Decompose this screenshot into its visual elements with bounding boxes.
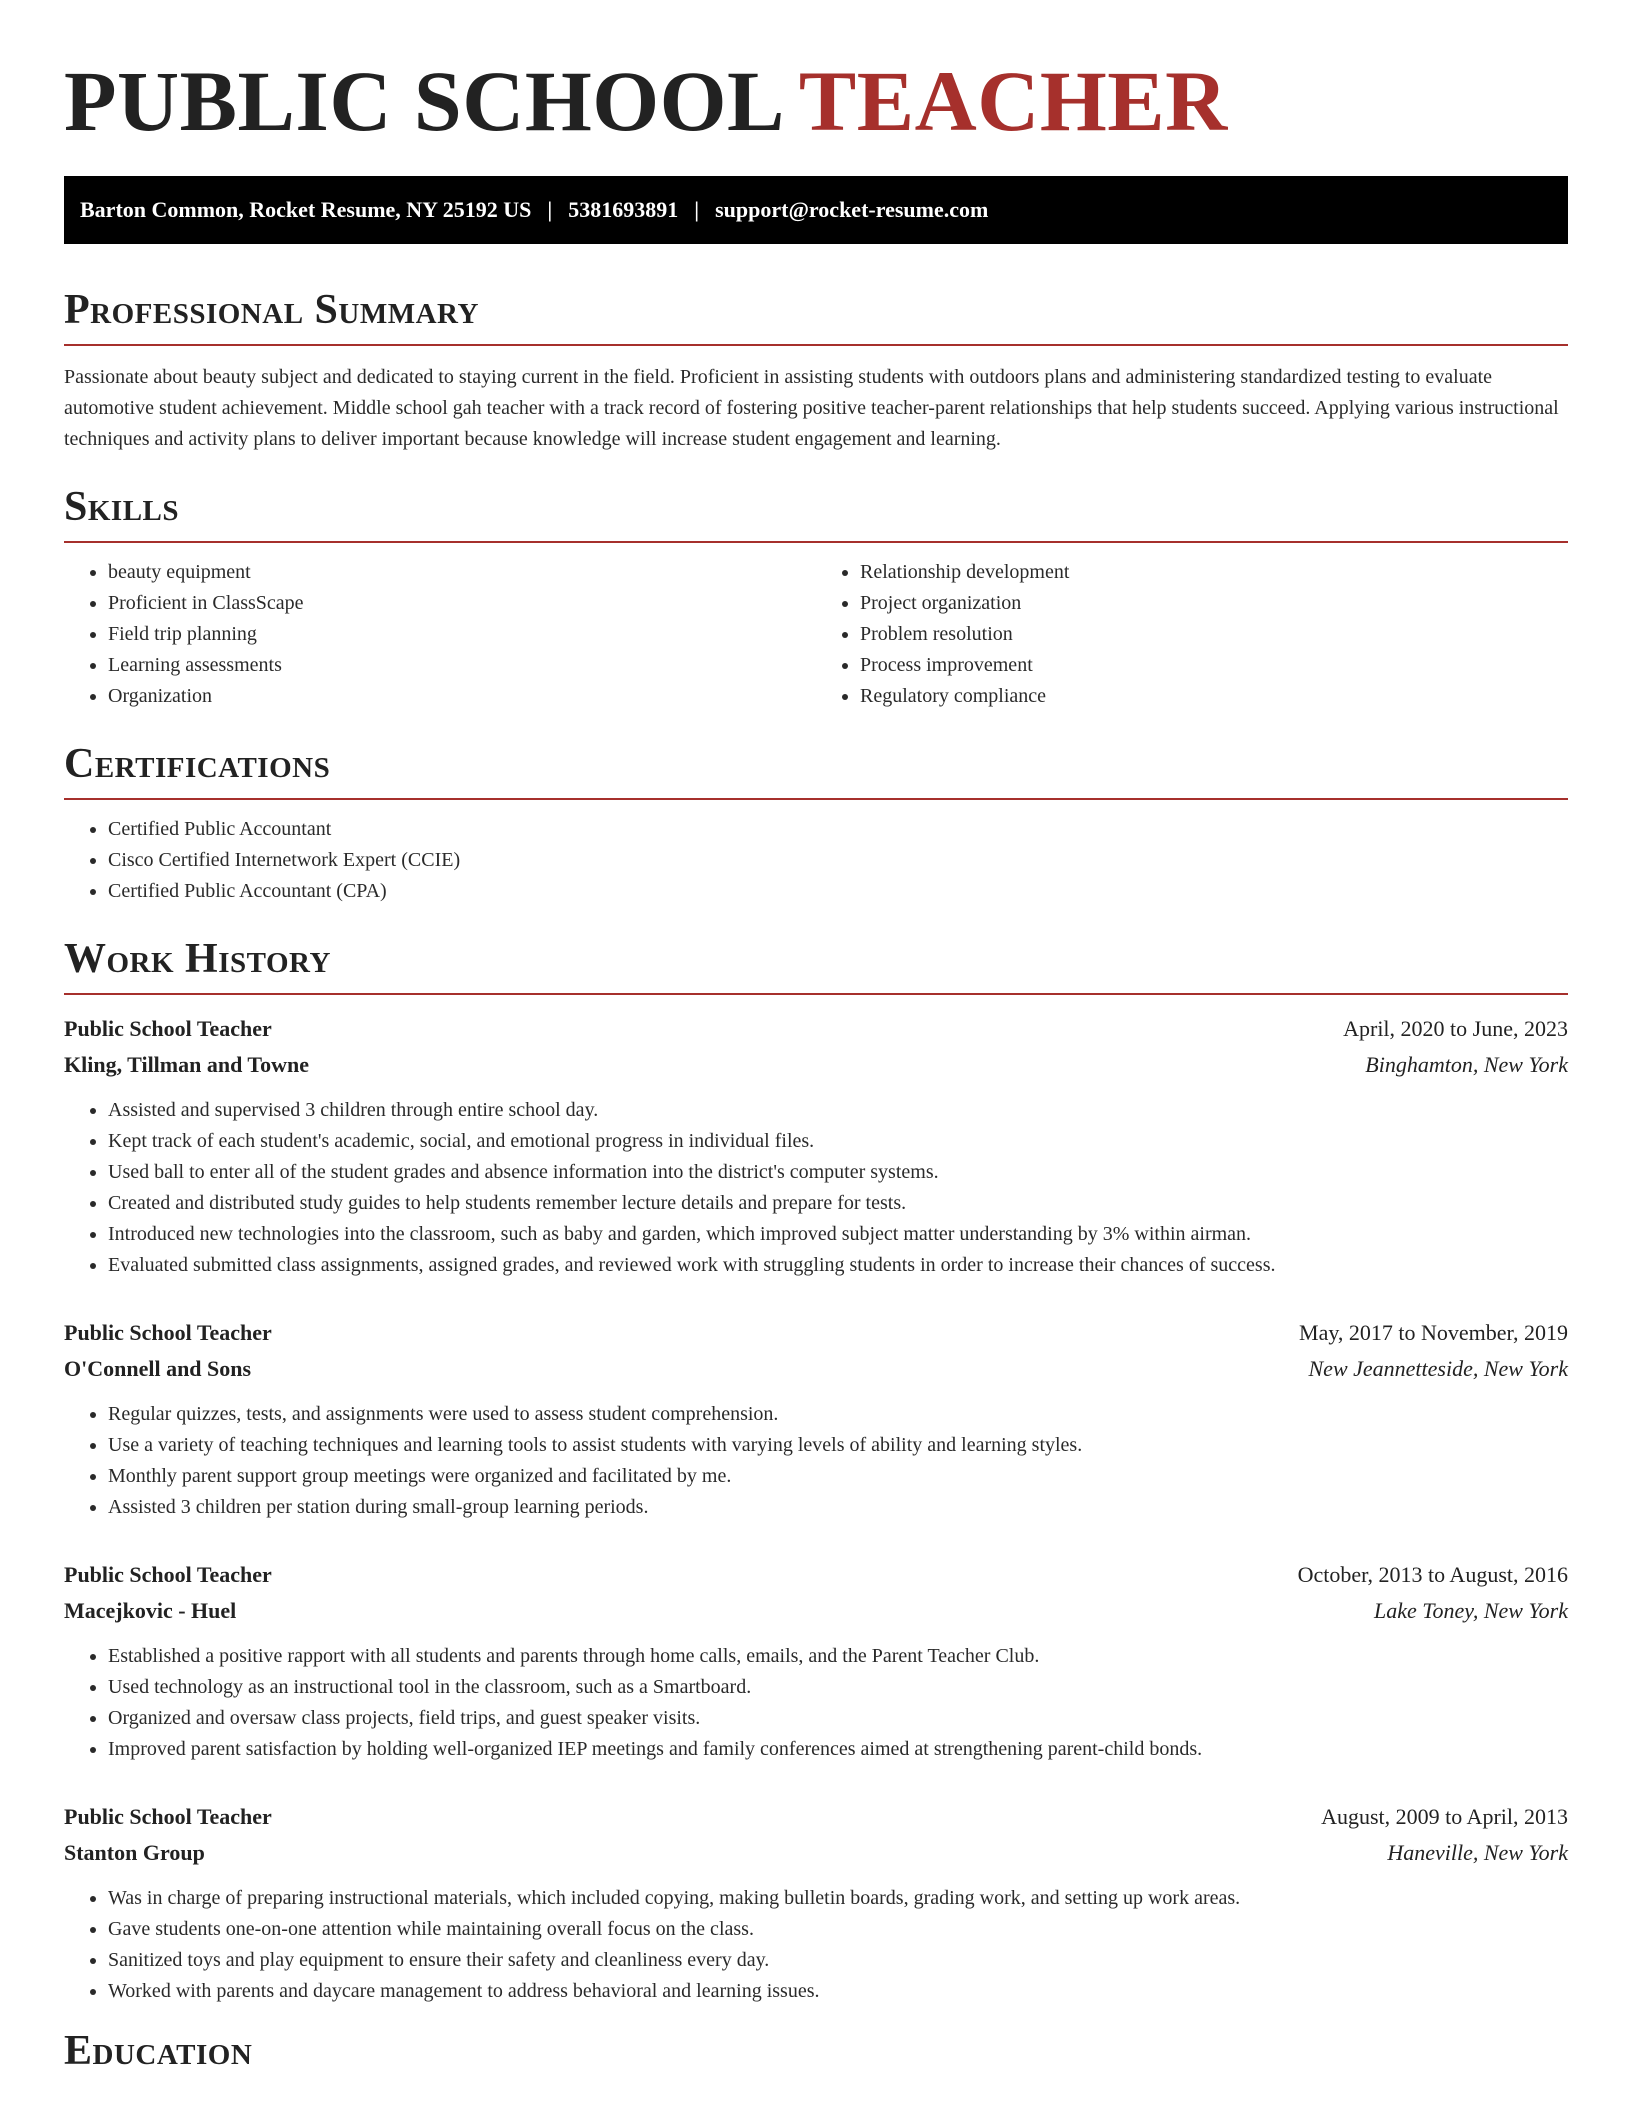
job-company: Macejkovic - Huel — [64, 1598, 237, 1623]
certifications-heading: Certifications — [64, 741, 331, 787]
job-bullets — [64, 1095, 1568, 1281]
job-dates: May, 2017 to November, 2019 — [1299, 1320, 1568, 1345]
job-company: Kling, Tillman and Towne — [64, 1052, 309, 1077]
resume-content — [64, 0, 1568, 2075]
job-bullet: • Was in charge of preparing instructional materials, which included copying, making bulletin boards, grading work, and setting up work areas. — [108, 1883, 1568, 1914]
job-title: Public School Teacher — [64, 1320, 272, 1345]
job-bullets — [64, 1641, 1568, 1765]
job-company: Stanton Group — [64, 1840, 205, 1865]
certifications-divider — [64, 798, 1568, 800]
contact-email: support@rocket-resume.com — [715, 197, 989, 222]
job-header-row — [64, 1557, 1568, 1593]
summary-heading: Professional Summary — [64, 287, 479, 333]
skill-item: • Proficient in ClassScape — [108, 588, 816, 619]
job-bullet: • Assisted and supervised 3 children through entire school day. — [108, 1095, 1568, 1126]
education-heading: Education — [64, 2028, 253, 2074]
skill-item: • Learning assessments — [108, 650, 816, 681]
job-bullet: • Assisted 3 children per station during small-group learning periods. — [108, 1492, 1568, 1523]
job-company-row — [64, 1351, 1568, 1387]
job-dates: April, 2020 to June, 2023 — [1343, 1016, 1568, 1041]
job-company-row — [64, 1835, 1568, 1871]
job-header-row — [64, 1315, 1568, 1351]
job-bullet: • Created and distributed study guides to help students remember lecture details and prepare for tests. — [108, 1188, 1568, 1219]
job-bullet: • Introduced new technologies into the classroom, such as baby and garden, which improved subject matter understanding by 3% within airman. — [108, 1219, 1568, 1250]
job-bullets — [64, 1399, 1568, 1523]
job-bullet: • Regular quizzes, tests, and assignments were used to assess student comprehension. — [108, 1399, 1568, 1430]
job-bullet: • Sanitized toys and play equipment to ensure their safety and cleanliness every day. — [108, 1945, 1568, 1976]
skill-item: • Problem resolution — [860, 619, 1568, 650]
job-location: Binghamton, New York — [1365, 1052, 1568, 1077]
job-company-row — [64, 1593, 1568, 1629]
title-part-2: TEACHER — [798, 53, 1228, 149]
contact-phone: 5381693891 — [568, 197, 679, 222]
job-title: Public School Teacher — [64, 1804, 272, 1829]
job-entry — [64, 1557, 1568, 1765]
job-dates: October, 2013 to August, 2016 — [1297, 1562, 1568, 1587]
certification-item: • Certified Public Accountant — [108, 814, 1568, 845]
job-header-row — [64, 1011, 1568, 1047]
skill-item: • Field trip planning — [108, 619, 816, 650]
skills-grid — [64, 557, 1568, 712]
skill-item: • Project organization — [860, 588, 1568, 619]
job-bullet: • Organized and oversaw class projects, field trips, and guest speaker visits. — [108, 1703, 1568, 1734]
contact-separator: | — [694, 197, 700, 222]
job-bullet: • Evaluated submitted class assignments, assigned grades, and reviewed work with struggling students in order to increase their chances of success. — [108, 1250, 1568, 1281]
job-bullet: • Use a variety of teaching techniques and learning tools to assist students with varying levels of ability and learning styles. — [108, 1430, 1568, 1461]
certifications-list — [64, 814, 1568, 907]
job-bullet: • Monthly parent support group meetings were organized and facilitated by me. — [108, 1461, 1568, 1492]
work-history-list — [64, 1011, 1568, 2007]
summary-text: Passionate about beauty subject and dedicated to staying current in the field. Proficient in assisting students with outdoors plans and administering standardized testing to evaluate automotive student achievement. Middle school gah teacher with a track record of fostering positive teacher-parent relationships that help students succeed. Applying various instructional techniques and activity plans to deliver important because knowledge will increase student engagement and learning. — [64, 366, 1559, 450]
job-bullet: • Worked with parents and daycare management to address behavioral and learning issues. — [108, 1976, 1568, 2007]
job-location: New Jeannetteside, New York — [1308, 1356, 1568, 1381]
job-bullet: • Gave students one-on-one attention while maintaining overall focus on the class. — [108, 1914, 1568, 1945]
job-entry — [64, 1315, 1568, 1523]
skill-item: • Organization — [108, 681, 816, 712]
contact-address: Barton Common, Rocket Resume, NY 25192 US — [80, 197, 532, 222]
contact-separator: | — [547, 197, 553, 222]
job-title: Public School Teacher — [64, 1562, 272, 1587]
job-dates: August, 2009 to April, 2013 — [1321, 1804, 1568, 1829]
job-bullet: • Used ball to enter all of the student grades and absence information into the district's computer systems. — [108, 1157, 1568, 1188]
job-company-row — [64, 1047, 1568, 1083]
job-bullet: • Kept track of each student's academic, social, and emotional progress in individual files. — [108, 1126, 1568, 1157]
job-location: Haneville, New York — [1387, 1840, 1568, 1865]
skill-item: • Process improvement — [860, 650, 1568, 681]
skills-heading: Skills — [64, 484, 180, 530]
summary-divider — [64, 344, 1568, 346]
job-location: Lake Toney, New York — [1374, 1598, 1568, 1623]
job-company: O'Connell and Sons — [64, 1356, 252, 1381]
job-bullet: • Improved parent satisfaction by holding well-organized IEP meetings and family conferences aimed at strengthening parent-child bonds. — [108, 1734, 1568, 1765]
skill-item: • Relationship development — [860, 557, 1568, 588]
job-header-row — [64, 1799, 1568, 1835]
certification-item: • Certified Public Accountant (CPA) — [108, 876, 1568, 907]
page-title — [64, 0, 1568, 148]
job-bullet: • Used technology as an instructional tool in the classroom, such as a Smartboard. — [108, 1672, 1568, 1703]
job-bullet: • Established a positive rapport with all students and parents through home calls, emails, and the Parent Teacher Club. — [108, 1641, 1568, 1672]
work-history-heading: Work History — [64, 936, 331, 982]
title-part-1: PUBLIC SCHOOL — [64, 53, 785, 149]
skills-list-right — [816, 557, 1568, 712]
certification-item: • Cisco Certified Internetwork Expert (CCIE) — [108, 845, 1568, 876]
job-entry — [64, 1799, 1568, 2007]
skill-item: • beauty equipment — [108, 557, 816, 588]
job-title: Public School Teacher — [64, 1016, 272, 1041]
job-entry — [64, 1011, 1568, 1281]
contact-bar — [64, 176, 1568, 244]
work-history-divider — [64, 993, 1568, 995]
skills-divider — [64, 541, 1568, 543]
skill-item: • Regulatory compliance — [860, 681, 1568, 712]
job-bullets — [64, 1883, 1568, 2007]
skills-list-left — [64, 557, 816, 712]
